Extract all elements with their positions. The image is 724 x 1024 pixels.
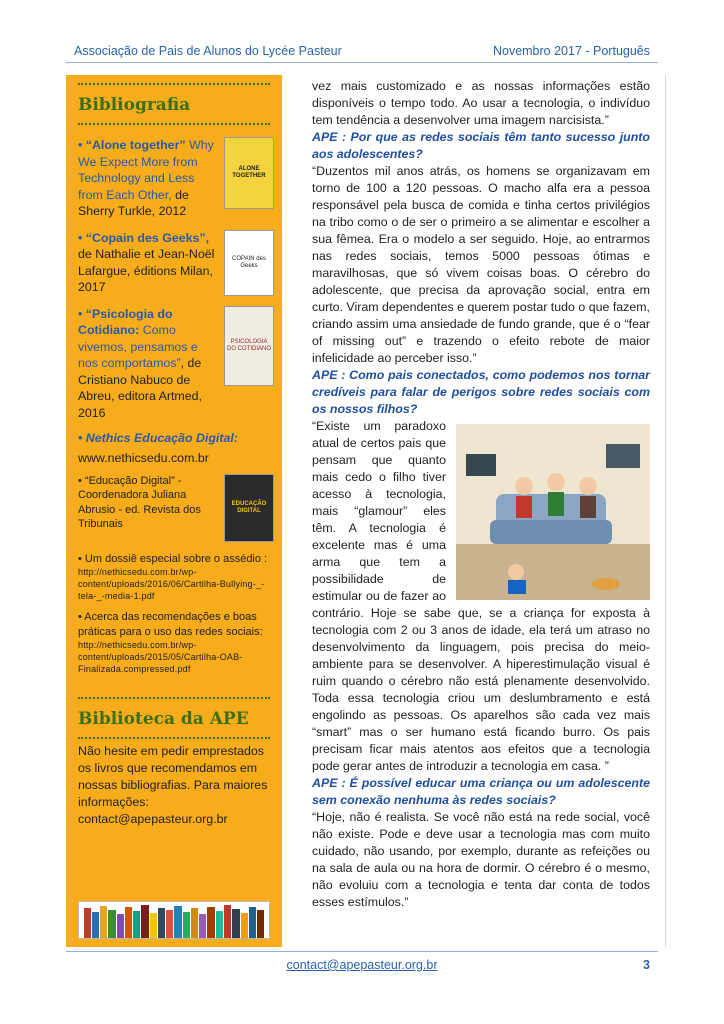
book-spine <box>141 905 148 938</box>
book-spine <box>241 913 248 938</box>
book-spine <box>174 906 181 938</box>
nethics-book-entry <box>78 474 274 542</box>
book-spine <box>133 911 140 938</box>
page-number: 3 <box>643 958 650 972</box>
book-spine <box>216 911 223 938</box>
book-spine <box>232 909 239 938</box>
interview-question: APE : É possível educar uma criança ou um adolescente sem conexão nenhuma às redes sociais? <box>312 776 650 807</box>
recommendations-url: http://nethicsedu.com.br/wp-content/uploads/2015/05/Cartilha-OAB-Finalizada.compressed.pdf <box>78 640 243 674</box>
entry-text <box>78 306 218 422</box>
library-text <box>78 743 270 828</box>
cartoon-illustration <box>456 424 650 600</box>
paragraph: “Existe um paradoxo atual de certos pais que pensam que quanto mais cedo o filho tiver acesso à tecnologia, mais “glamour” eles têm. A tecnologia é excelente mas é uma arma que tem a possibilidade de estimular ou de fazer ao contrário. Hoje se sabe que, se a criança for exposta à tecnologia com 2 ou 3 anos de idade, ela terá um atraso no desenvolvimento da linguagem, pois precisa do meio-ambiente para se desenvolver. A hiperestimulação visual é ruim quando o cérebro não está plenamente desenvolvido. Toda essa tecnologia criou um deslumbramento e está engolindo as pessoas. Os aparelhos são cada vez mais “smart” mas o ser humano está ficando burro. Os pais precisam ficar mais atentos aos efeitos que a tecnologia pode gerar antes de introduzir a tecnologia em casa. ” <box>312 419 650 773</box>
nethics-title: • Nethics Educação Digital: <box>78 431 238 445</box>
entry-details: , de Cristiano Nabuco de Abreu, editora Artmed, 2016 <box>78 356 202 420</box>
book-spine <box>249 907 256 938</box>
book-cover-image <box>224 306 274 386</box>
nethics-site: www.nethicsedu.com.br <box>78 451 209 465</box>
entry-text <box>78 230 218 296</box>
bibliography-title: Bibliografia <box>78 95 191 115</box>
book-spine <box>84 908 91 938</box>
book-spine <box>183 912 190 938</box>
entry-title: • “Alone together” <box>78 138 186 152</box>
entry-title: • “Copain des Geeks”, <box>78 230 210 245</box>
library-description: Não hesite em pedir emprestados os livros que recomendamos em nossas bibliografias. Para maiores informações: <box>78 744 268 809</box>
book-cover-title: EDUCAÇÃO DIGITAL <box>231 500 267 514</box>
book-spine <box>191 908 198 938</box>
dotted-divider <box>78 123 270 125</box>
book-spine <box>224 905 231 938</box>
interview-question: APE : Como pais conectados, como podemos nos tornar credíveis para falar de perigos sobre redes sociais com os nossos filhos? <box>312 368 650 416</box>
column-divider <box>665 75 666 947</box>
book-cover-title: ALONE TOGETHER <box>232 166 266 179</box>
dotted-divider <box>78 737 270 739</box>
book-spine <box>108 910 115 938</box>
book-cover-title: PSICOLOGIA DO COTIDIANO <box>227 338 272 352</box>
entry-details: de Sherry Turkle, 2012 <box>78 187 189 218</box>
recommendations-text: • Acerca das recomendações e boas práticas para o uso das redes sociais: <box>78 611 263 638</box>
book-cover-image <box>224 230 274 296</box>
dossie-url: http://nethicsedu.com.br/wp-content/uploads/2016/06/Cartilha-Bullying-_-tela-_-media-1.pdf <box>78 567 265 601</box>
book-spine <box>257 910 264 938</box>
entry-text <box>78 137 218 220</box>
book-spine <box>100 906 107 938</box>
header-divider <box>66 62 658 63</box>
library-email: contact@apepasteur.org.br <box>78 812 228 826</box>
bibliography-entry <box>78 306 274 422</box>
bibliography-entry <box>78 137 274 220</box>
library-title: Biblioteca da APE <box>78 709 249 729</box>
book-cover-image <box>224 137 274 209</box>
entry-subtitle: Como vivemos, pensamos e nos comportamos” <box>78 323 198 370</box>
dossie-text: • Um dossiê especial sobre o assédio : <box>78 552 268 565</box>
footer-divider <box>66 951 658 952</box>
book-cover-image <box>224 474 274 542</box>
entry-details: de Nathalie et Jean-Noël Lafargue, éditions Milan, 2017 <box>78 247 215 294</box>
sidebar-panel <box>66 75 282 947</box>
bookshelf-image <box>78 901 270 939</box>
book-spine <box>117 914 124 938</box>
footer-email-link[interactable]: contact@apepasteur.org.br <box>286 958 438 972</box>
nethics-book-text: • “Educação Digital” - Coordenadora Juliana Abrusio - ed. Revista dos Tribunais <box>78 474 201 530</box>
book-spine <box>158 908 165 938</box>
book-spine <box>92 912 99 938</box>
book-cover-title: COPAIN des Geeks <box>232 255 266 269</box>
page-header <box>74 44 650 64</box>
header-association: Associação de Pais de Alunos do Lycée Pasteur <box>74 44 342 58</box>
dotted-divider <box>78 697 270 699</box>
dotted-divider <box>78 83 270 85</box>
article-body <box>312 78 650 911</box>
paragraph: vez mais customizado e as nossas informações estão disponíveis o tempo todo. Ao usar a tecnologia, o indivíduo tem tendência a desenvolver uma imagem narcisista.” <box>312 79 650 127</box>
dossie-block <box>78 552 270 603</box>
book-spine <box>125 907 132 938</box>
entry-title: • “Psicologia do Cotidiano: <box>78 306 173 337</box>
book-spine <box>199 914 206 938</box>
bibliography-entry <box>78 230 274 296</box>
book-spine <box>150 913 157 938</box>
book-spine <box>166 910 173 938</box>
paragraph: “Duzentos mil anos atrás, os homens se organizavam em torno de 100 a 120 pessoas. O macho alfa era a pessoa responsável pela busca de comida e tinha certos privilégios na tribo como o de ser o primeiro a se alimentar e escolher a sua fêmea. Era o modelo a ser seguido. Hoje, ao entrarmos nas redes sociais, temos 5000 pessoas ótimas e maravilhosas, que só vivem coisas boas. O cérebro do adolescente, que precisa da aprovação social, entra em curto. Viram dependentes e querem postar tudo o que fazem, criando assim uma ansiedade de fundo grande, que é o “fear of missing out” e trazendo o efeito rebote de maior infelicidade ao perceber isso.” <box>312 164 650 365</box>
book-spine <box>207 907 214 938</box>
interview-question: APE : Por que as redes sociais têm tanto sucesso junto aos adolescentes? <box>312 130 650 161</box>
recommendations-block <box>78 610 270 675</box>
paragraph: “Hoje, não é realista. Se você não está na rede social, você não existe. Pode e deve usar a tecnologia mas com muito cuidado, não usando, por exemplo, durante as refeições ou na sala de aula ou na hora de dormir. O cérebro é o mesmo, não evoluiu com a tecnologia e tenta dar conta de todos esses estímulos.” <box>312 810 650 909</box>
entry-subtitle: Why We Expect More from Technology and Less from Each Other, <box>78 138 214 202</box>
header-date-language: Novembro 2017 - Português <box>492 44 650 58</box>
